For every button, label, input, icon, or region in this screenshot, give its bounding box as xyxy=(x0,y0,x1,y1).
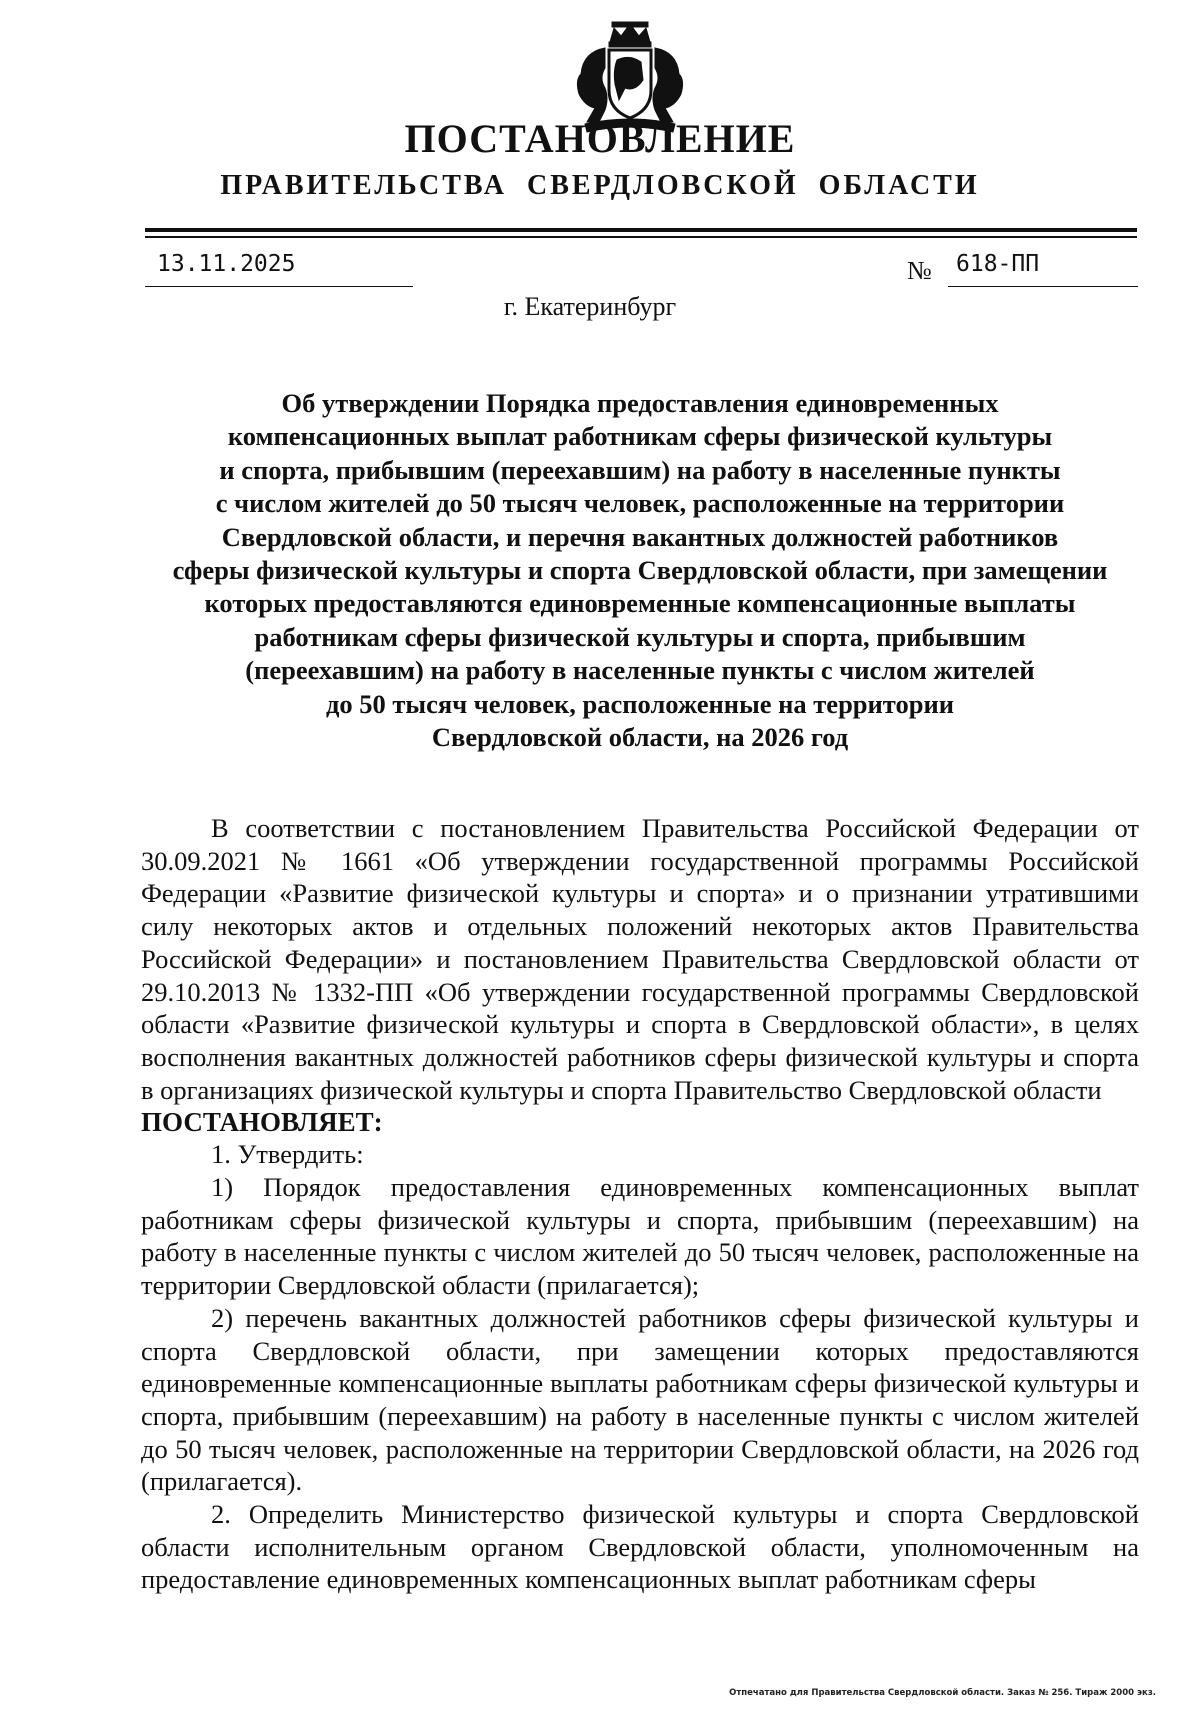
item-1-1: 1) Порядок предоставления единовременных компенсационных выплат работникам сферы физической культуры и спорта, прибывшим (переехавшим) на работу в населенные пункты с числом жителей до 50 тысяч человек, расположенные на территории Свердловской области (прилагается); xyxy=(141,1172,1139,1301)
heading-line: которых предоставляются единовременные компенсационные выплаты xyxy=(204,588,1076,619)
print-note: Отпечатано для Правительства Свердловской области. Заказ № 256. Тираж 2000 экз. xyxy=(729,1688,1156,1698)
document-city: г. Екатеринбург xyxy=(503,292,677,321)
document-subtitle: ПРАВИТЕЛЬСТВА СВЕРДЛОВСКОЙ ОБЛАСТИ xyxy=(220,170,980,201)
document-date: 13.11.2025 xyxy=(145,251,413,287)
decree-word: ПОСТАНОВЛЯЕТ: xyxy=(141,1107,383,1138)
heading-line: Свердловской области, на 2026 год xyxy=(431,722,849,753)
item-1: 1. Утвердить: xyxy=(211,1139,364,1170)
number-sign: № xyxy=(907,256,932,285)
document-number: 618-ПП xyxy=(948,251,1138,287)
heading-line: Об утверждении Порядка предоставления единовременных xyxy=(281,388,999,418)
document-title: ПОСТАНОВЛЕНИЕ xyxy=(404,116,796,161)
document-heading xyxy=(140,387,1140,754)
heading-line: и спорта, прибывшим (переехавшим) на работу в населенные пункты xyxy=(219,454,1061,485)
heading-line: (переехавшим) на работу в населенные пункты с числом жителей xyxy=(245,655,1035,686)
heading-line: Свердловской области, и перечня вакантных должностей работников xyxy=(221,521,1059,552)
heading-line: сферы физической культуры и спорта Свердловской области, при замещении xyxy=(172,555,1108,586)
preamble-paragraph: В соответствии с постановлением Правительства Российской Федерации от 30.09.2021 № 1661 «Об утверждении государственной программы Российской Федерации «Развитие физической культуры и спорта» и о признании утратившими силу некоторых актов и отдельных положений некоторых актов Правительства Российской Федерации» и постановлением Правительства Свердловской области от 29.10.2013 № 1332-ПП «Об утверждении государственной программы Свердловской области «Развитие физической культуры и спорта в Свердловской области», в целях восполнения вакантных должностей работников сферы физической культуры и спорта в организациях физической культуры и спорта Правительство Свердловской области xyxy=(141,813,1139,1105)
header-divider-thin xyxy=(145,236,1137,238)
item-1-2: 2) перечень вакантных должностей работников сферы физической культуры и спорта Свердловской области, при замещении которых предоставляются единовременные компенсационные выплаты работникам сферы физической культуры и спорта, прибывшим (переехавшим) на работу в населенные пункты с числом жителей до 50 тысяч человек, расположенные на территории Свердловской области, на 2026 год (прилагается). xyxy=(141,1302,1139,1497)
heading-line: компенсационных выплат работникам сферы физической культуры xyxy=(227,421,1053,452)
heading-line: с числом жителей до 50 тысяч человек, расположенные на территории xyxy=(215,488,1065,519)
document-body xyxy=(141,812,1139,1596)
heading-line: работникам сферы физической культуры и спорта, прибывшим xyxy=(254,621,1026,652)
item-2: 2. Определить Министерство физической культуры и спорта Свердловской области исполнительным органом Свердловской области, уполномоченным на предоставление единовременных компенсационных выплат работникам сферы xyxy=(141,1499,1139,1595)
header-divider-thick xyxy=(145,228,1137,232)
heading-line: до 50 тысяч человек, расположенные на территории xyxy=(325,688,955,719)
